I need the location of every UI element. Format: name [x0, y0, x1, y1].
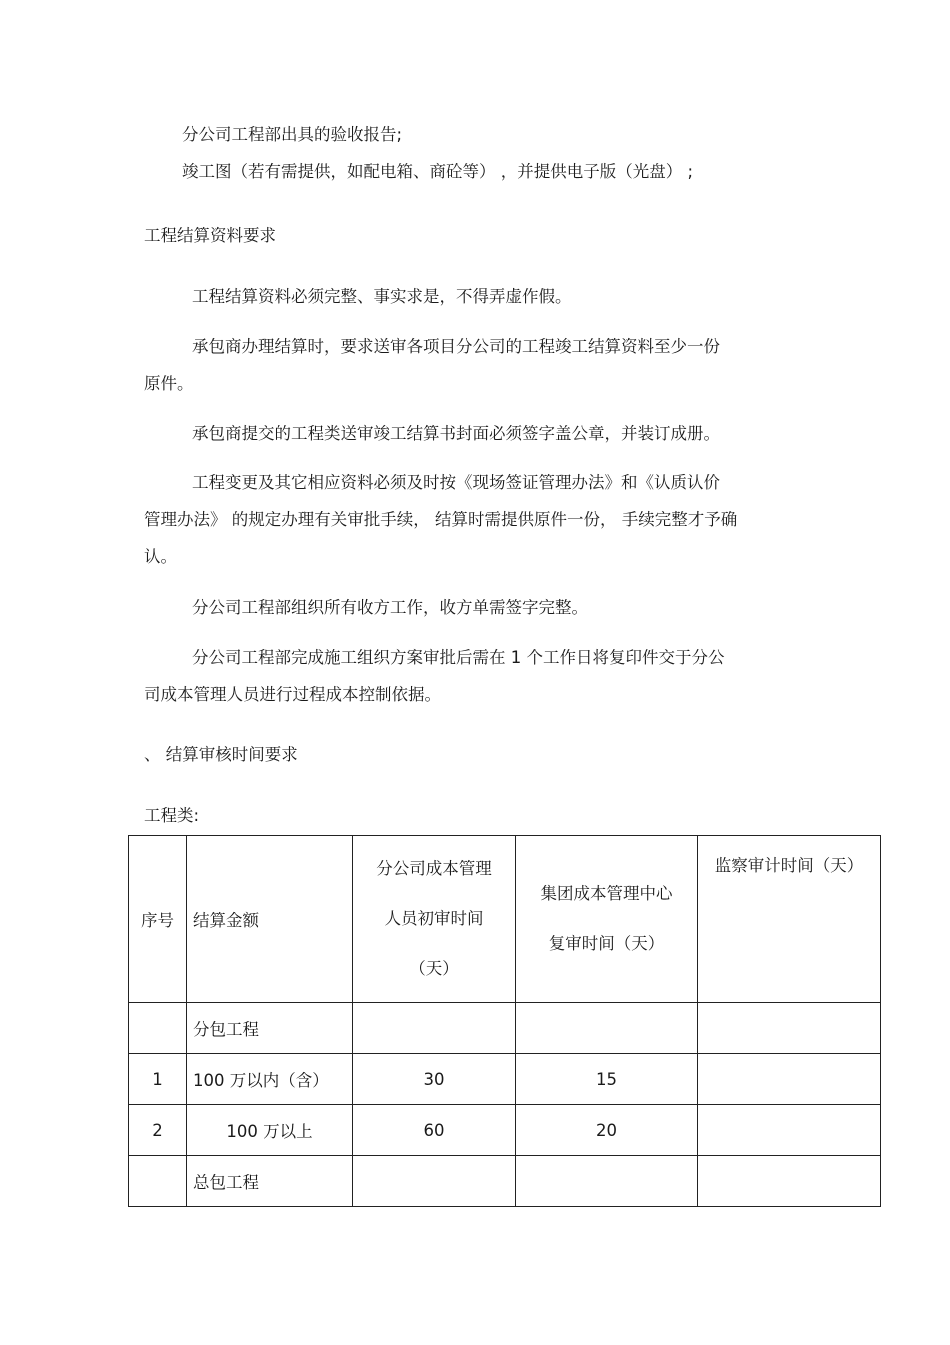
section-heading: 、 结算审核时间要求	[144, 745, 298, 764]
header-amount: 结算金额	[187, 836, 353, 1003]
cell-audit	[698, 1003, 881, 1054]
paragraph: 工程结算资料必须完整、事实求是，不得弄虚作假。	[192, 287, 572, 306]
paragraph: 司成本管理人员进行过程成本控制依据。	[144, 685, 441, 704]
section-heading: 工程结算资料要求	[144, 226, 276, 245]
cell-seq	[129, 1003, 187, 1054]
paragraph: 原件。	[144, 374, 194, 393]
cell-amount: 分包工程	[187, 1003, 353, 1054]
section-heading: 工程类:	[144, 806, 200, 825]
cell-amount: 总包工程	[187, 1156, 353, 1207]
table-header-row	[129, 836, 881, 1003]
header-branch-line: 分公司成本管理	[376, 859, 492, 878]
paragraph: 工程变更及其它相应资料必须及时按《现场签证管理办法》和《认质认价	[192, 473, 720, 492]
cell-seq: 1	[129, 1054, 187, 1105]
header-branch-time	[353, 836, 516, 1003]
cell-branch	[353, 1156, 516, 1207]
header-branch-line: 人员初审时间	[384, 909, 484, 928]
table-row	[129, 1054, 881, 1105]
cell-audit	[698, 1105, 881, 1156]
table-row	[129, 1156, 881, 1207]
paragraph: 分公司工程部组织所有收方工作，收方单需签字完整。	[192, 598, 588, 617]
header-branch-line: （天）	[409, 959, 459, 978]
cell-group	[516, 1156, 698, 1207]
cell-branch: 30	[353, 1054, 516, 1105]
header-group-line: 集团成本管理中心	[540, 884, 673, 903]
cell-seq: 2	[129, 1105, 187, 1156]
paragraph: 管理办法》 的规定办理有关审批手续， 结算时需提供原件一份， 手续完整才予确	[144, 510, 738, 529]
cell-branch	[353, 1003, 516, 1054]
cell-audit	[698, 1156, 881, 1207]
paragraph: 分公司工程部完成施工组织方案审批后需在 1 个工作日将复印件交于分公	[192, 648, 725, 667]
header-group-time	[516, 836, 698, 1003]
paragraph: 承包商提交的工程类送审竣工结算书封面必须签字盖公章，并装订成册。	[192, 424, 720, 443]
header-audit-time: 监察审计时间（天）	[698, 836, 881, 1003]
table-row	[129, 1003, 881, 1054]
cell-amount: 100 万以内（含）	[187, 1054, 353, 1105]
cell-group: 15	[516, 1054, 698, 1105]
paragraph: 认。	[144, 547, 177, 566]
header-group-line: 复审时间（天）	[548, 934, 665, 953]
settlement-time-table	[128, 835, 881, 1207]
table-row	[129, 1105, 881, 1156]
cell-audit	[698, 1054, 881, 1105]
paragraph: 分公司工程部出具的验收报告;	[182, 125, 403, 144]
cell-seq	[129, 1156, 187, 1207]
cell-amount: 100 万以上	[187, 1105, 353, 1156]
cell-group: 20	[516, 1105, 698, 1156]
cell-branch: 60	[353, 1105, 516, 1156]
paragraph: 竣工图（若有需提供，如配电箱、商砼等） ，并提供电子版（光盘） ;	[182, 162, 694, 181]
paragraph: 承包商办理结算时，要求送审各项目分公司的工程竣工结算资料至少一份	[192, 337, 720, 356]
cell-group	[516, 1003, 698, 1054]
header-seq: 序号	[129, 836, 187, 1003]
